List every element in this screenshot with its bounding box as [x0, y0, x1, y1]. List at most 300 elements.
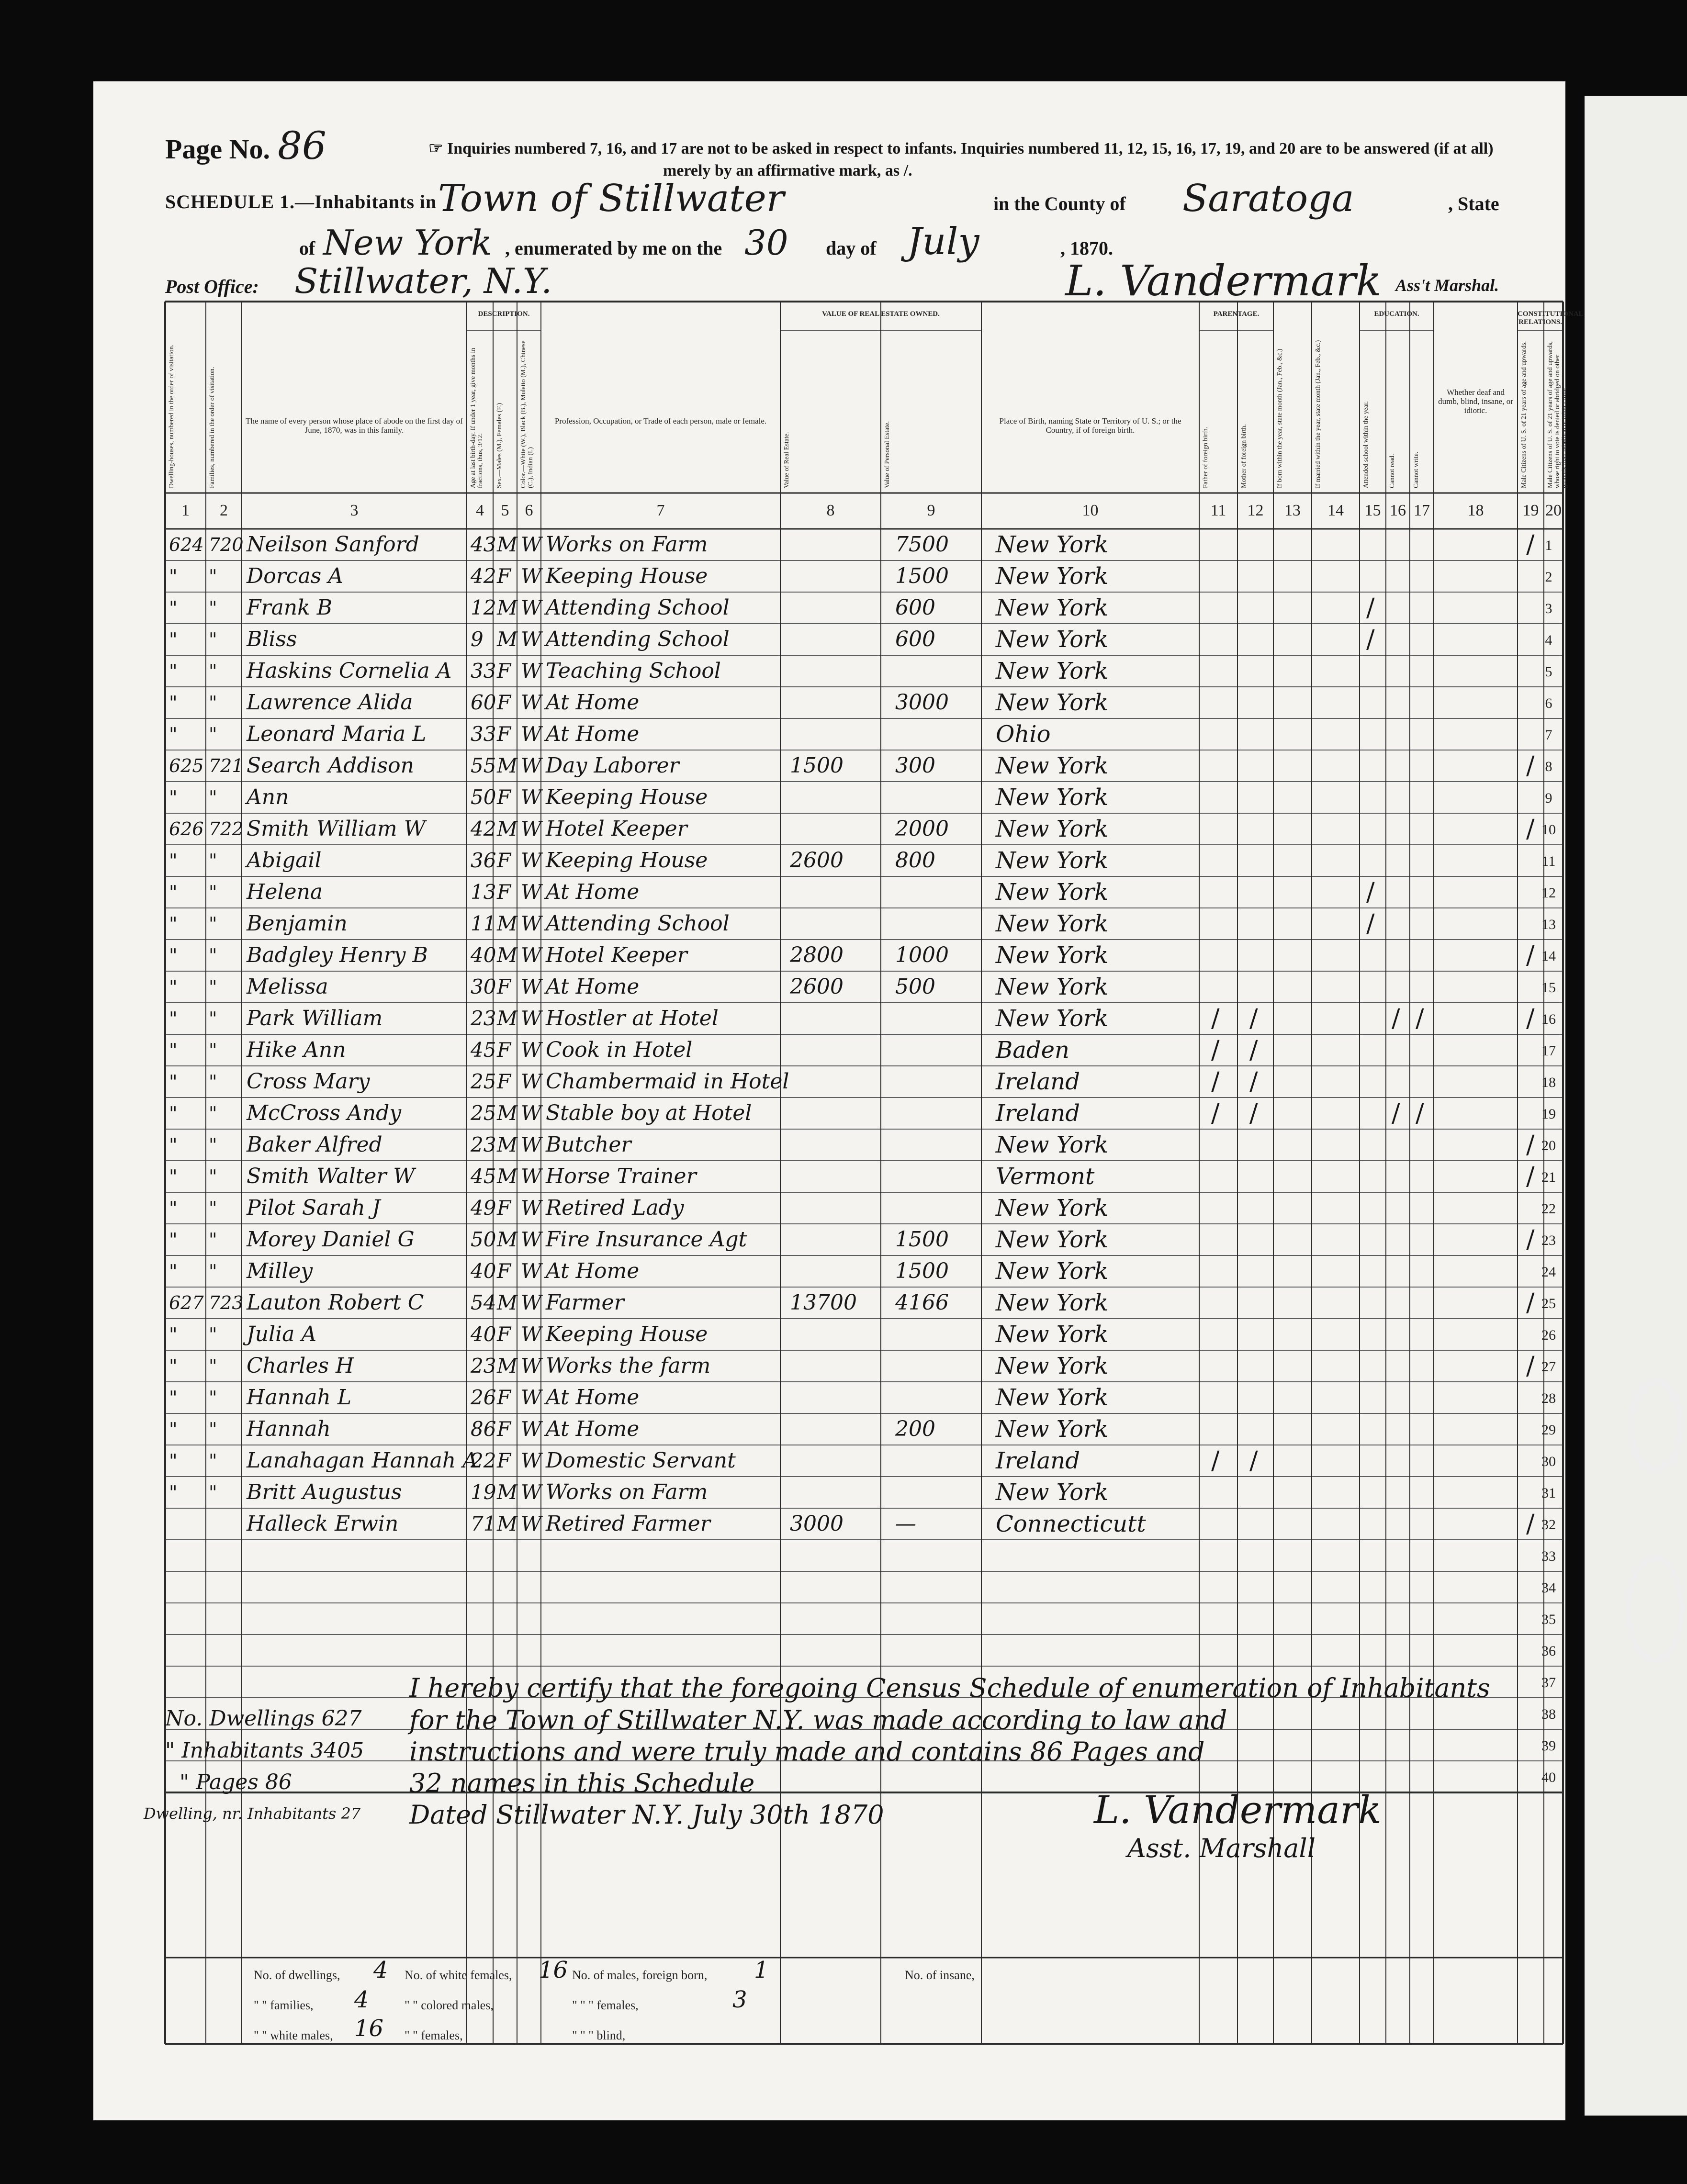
- cell-name: Halleck Erwin: [247, 1512, 399, 1536]
- summary-insane-label: No. of insane,: [905, 1968, 975, 1982]
- cell-name: Frank B: [247, 595, 333, 620]
- line-number: 25: [1541, 1296, 1556, 1311]
- post-office-label: Post Office:: [165, 276, 259, 297]
- summary-families-label: " " families,: [254, 1998, 314, 2012]
- cell-age: 43: [471, 533, 496, 556]
- cell-sex: M: [497, 596, 518, 619]
- cell-dwelling: ": [169, 1450, 178, 1471]
- cell-citizen: /: [1526, 1352, 1535, 1380]
- cell-personal: 600: [895, 595, 935, 620]
- summary-dwellings-label: No. of dwellings,: [254, 1968, 340, 1982]
- post-office: Stillwater, N.Y.: [294, 261, 552, 301]
- cell-occupation: Day Laborer: [546, 753, 679, 778]
- cell-father-foreign: /: [1211, 1036, 1220, 1064]
- cell-occupation: Stable boy at Hotel: [546, 1101, 752, 1125]
- of-label: of: [299, 237, 315, 259]
- cell-name: Pilot Sarah J: [247, 1196, 381, 1220]
- cell-family: 721: [209, 755, 244, 776]
- column-header-12: Mother of foreign birth.: [1240, 424, 1248, 488]
- cell-age: 45: [471, 1038, 496, 1062]
- cell-color: W: [521, 1070, 542, 1093]
- cell-occupation: Teaching School: [546, 659, 721, 683]
- cell-name: Cross Mary: [247, 1069, 370, 1094]
- cell-name: Charles H: [247, 1354, 354, 1378]
- column-number: 20: [1545, 502, 1562, 519]
- cell-age: 86: [471, 1417, 496, 1441]
- column-header-11: Father of foreign birth.: [1202, 426, 1209, 488]
- line-number: 40: [1541, 1770, 1556, 1785]
- column-header-20: Male Citizens of U. S. of 21 years of age and upwards, whose right to vote is denied or abridged on other grounds than rebellion or other crime.: [1547, 341, 1568, 488]
- cell-dwelling: ": [169, 1008, 178, 1029]
- note-ratio: Dwelling, nr. Inhabitants 27: [144, 1804, 361, 1823]
- cell-real: 13700: [790, 1290, 857, 1315]
- cell-dwelling: ": [169, 629, 178, 650]
- cell-color: W: [521, 691, 542, 714]
- cell-birthplace: New York: [996, 658, 1109, 684]
- cell-dwelling: ": [169, 1482, 178, 1503]
- cell-age: 22: [471, 1449, 496, 1472]
- cell-dwelling: ": [169, 787, 178, 808]
- cell-family: ": [209, 661, 217, 682]
- cell-age: 40: [471, 1259, 496, 1283]
- cell-color: W: [521, 1259, 542, 1283]
- cell-name: Leonard Maria L: [247, 722, 427, 746]
- cell-citizen: /: [1526, 941, 1535, 970]
- cell-color: W: [521, 722, 542, 746]
- cell-color: W: [521, 1480, 542, 1504]
- cell-color: W: [521, 880, 542, 904]
- town-name: Town of Stillwater: [438, 177, 785, 220]
- cell-dwelling: ": [169, 1071, 178, 1092]
- cell-school: /: [1366, 594, 1375, 622]
- cell-family: ": [209, 1450, 217, 1471]
- cell-occupation: Butcher: [546, 1132, 631, 1157]
- cell-name: Haskins Cornelia A: [247, 659, 452, 683]
- note-dwellings: No. Dwellings 627: [165, 1706, 362, 1731]
- line-number: 2: [1545, 569, 1552, 585]
- cell-name: Neilson Sanford: [247, 532, 419, 557]
- cell-occupation: Hostler at Hotel: [546, 1006, 719, 1030]
- column-number: 16: [1390, 502, 1406, 519]
- cell-mother-foreign: /: [1249, 1036, 1258, 1064]
- cell-color: W: [521, 1196, 542, 1220]
- summary-females-foreign-label: " " " females,: [572, 1998, 639, 2012]
- cell-name: Lauton Robert C: [247, 1290, 424, 1315]
- cell-birthplace: Baden: [996, 1037, 1069, 1064]
- column-number: 2: [220, 502, 228, 519]
- line-number: 4: [1545, 632, 1552, 648]
- cell-age: 12: [471, 596, 496, 619]
- cell-sex: M: [497, 943, 518, 967]
- cell-family: ": [209, 1008, 217, 1029]
- cell-occupation: Chambermaid in Hotel: [546, 1069, 789, 1094]
- column-header-3: The name of every person whose place of abode on the first day of June, 1870, was in this family.: [246, 416, 463, 435]
- cell-name: Julia A: [247, 1322, 317, 1346]
- cell-birthplace: New York: [996, 847, 1109, 874]
- line-number: 26: [1541, 1327, 1556, 1343]
- cell-color: W: [521, 817, 542, 840]
- cell-cannot-read: /: [1392, 1099, 1400, 1128]
- cell-occupation: Retired Lady: [546, 1196, 684, 1220]
- cell-occupation: Attending School: [546, 911, 730, 936]
- cell-age: 54: [471, 1291, 496, 1314]
- cell-personal: 7500: [895, 532, 949, 557]
- marshal-label: Ass't Marshal.: [1395, 276, 1499, 295]
- line-number: 16: [1541, 1011, 1556, 1027]
- line-number: 32: [1541, 1517, 1556, 1533]
- line-number: 17: [1541, 1043, 1556, 1059]
- cell-dwelling: ": [169, 1229, 178, 1250]
- cell-occupation: Domestic Servant: [546, 1448, 736, 1473]
- cell-sex: F: [497, 659, 511, 683]
- cell-age: 23: [471, 1354, 496, 1378]
- cell-family: ": [209, 629, 217, 650]
- line-number: 9: [1545, 790, 1552, 806]
- cell-family: ": [209, 1229, 217, 1250]
- cell-name: Morey Daniel G: [247, 1227, 415, 1252]
- cell-father-foreign: /: [1211, 1067, 1220, 1096]
- cell-birthplace: New York: [996, 1353, 1109, 1379]
- cell-dwelling: ": [169, 913, 178, 934]
- cell-occupation: Keeping House: [546, 785, 708, 809]
- cell-dwelling: ": [169, 1134, 178, 1155]
- column-group-header: DESCRIPTION.: [478, 310, 530, 318]
- cell-age: 11: [471, 912, 496, 935]
- cell-school: /: [1366, 909, 1375, 938]
- line-number: 21: [1541, 1169, 1556, 1185]
- cell-name: Hike Ann: [247, 1038, 346, 1062]
- cell-family: ": [209, 850, 217, 871]
- cell-school: /: [1366, 625, 1375, 654]
- cell-occupation: Hotel Keeper: [546, 943, 687, 967]
- cell-sex: F: [497, 722, 511, 746]
- cell-birthplace: Ireland: [996, 1447, 1080, 1474]
- cell-dwelling: ": [169, 566, 178, 587]
- cell-dwelling: 624: [169, 534, 204, 555]
- cell-citizen: /: [1526, 1162, 1535, 1191]
- cell-color: W: [521, 1038, 542, 1062]
- cell-personal: 3000: [895, 690, 949, 715]
- cell-occupation: Farmer: [546, 1290, 624, 1315]
- cell-sex: F: [497, 1038, 511, 1062]
- cell-name: Benjamin: [247, 911, 348, 936]
- cell-birthplace: New York: [996, 816, 1109, 842]
- enumeration-month: July: [907, 220, 979, 263]
- line-number: 12: [1541, 885, 1556, 901]
- summary-colored-males-label: " " colored males,: [405, 1998, 494, 2012]
- line-number: 19: [1541, 1106, 1556, 1122]
- line-number: 20: [1541, 1138, 1556, 1154]
- column-header-19: Male Citizens of U. S. of 21 years of age and upwards.: [1520, 341, 1528, 488]
- cell-dwelling: ": [169, 1103, 178, 1124]
- cell-color: W: [521, 1449, 542, 1472]
- line-number: 36: [1541, 1643, 1556, 1659]
- schedule-label: SCHEDULE 1.—Inhabitants in: [165, 191, 437, 213]
- cell-dwelling: 626: [169, 818, 204, 840]
- cell-birthplace: New York: [996, 531, 1109, 558]
- column-header-17: Cannot write.: [1413, 451, 1420, 488]
- line-number: 14: [1541, 948, 1556, 964]
- cell-sex: M: [497, 1354, 518, 1378]
- cell-occupation: Cook in Hotel: [546, 1038, 693, 1062]
- cell-age: 50: [471, 785, 496, 809]
- cell-age: 49: [471, 1196, 496, 1220]
- cell-family: ": [209, 1387, 217, 1408]
- line-number: 11: [1541, 853, 1556, 869]
- line-number: 33: [1541, 1548, 1556, 1564]
- cell-sex: F: [497, 1070, 511, 1093]
- column-group-header: VALUE OF REAL ESTATE OWNED.: [822, 310, 940, 318]
- state-name: New York: [323, 223, 492, 263]
- cell-citizen: /: [1526, 530, 1535, 559]
- cell-color: W: [521, 627, 542, 651]
- cell-birthplace: New York: [996, 974, 1109, 1000]
- cell-family: ": [209, 1355, 217, 1377]
- line-number: 15: [1541, 980, 1556, 996]
- cell-citizen: /: [1526, 1004, 1535, 1033]
- cell-color: W: [521, 785, 542, 809]
- cell-birthplace: New York: [996, 879, 1109, 906]
- summary-white-males-label: " " white males,: [254, 2028, 333, 2042]
- cell-occupation: Works the farm: [546, 1354, 711, 1378]
- cell-sex: F: [497, 880, 511, 904]
- cell-color: W: [521, 912, 542, 935]
- cell-dwelling: 627: [169, 1292, 204, 1313]
- cell-birthplace: New York: [996, 1005, 1109, 1032]
- cell-citizen: /: [1526, 1225, 1535, 1254]
- cell-citizen: /: [1526, 1131, 1535, 1159]
- cell-father-foreign: /: [1211, 1099, 1220, 1128]
- cell-occupation: Hotel Keeper: [546, 817, 687, 841]
- cell-name: Hannah L: [247, 1385, 352, 1410]
- cell-age: 40: [471, 943, 496, 967]
- line-number: 34: [1541, 1580, 1556, 1596]
- cell-mother-foreign: /: [1249, 1067, 1258, 1096]
- instructions-line-1: ☞ Inquiries numbered 7, 16, and 17 are not to be asked in respect to infants. Inquiries numbered 11, 12, 15, 16, 17, 19, and 20 are to be answered (if at all): [428, 140, 1494, 157]
- cell-birthplace: New York: [996, 910, 1109, 937]
- cell-birthplace: New York: [996, 1195, 1109, 1221]
- cell-color: W: [521, 1101, 542, 1125]
- cell-occupation: Keeping House: [546, 1322, 708, 1346]
- cell-occupation: At Home: [546, 974, 640, 999]
- column-header-4: Age at last birth-day. If under 1 year, give months in fractions, thus, 3/12.: [470, 347, 484, 488]
- cell-occupation: At Home: [546, 880, 640, 904]
- adjacent-page-mark: [1628, 1378, 1684, 1473]
- cell-dwelling: ": [169, 1261, 178, 1282]
- cell-personal: 500: [895, 974, 935, 999]
- cell-personal: 1500: [895, 1259, 949, 1283]
- note-pages: " Pages 86: [180, 1770, 292, 1794]
- cell-family: ": [209, 1166, 217, 1187]
- cell-sex: F: [497, 1417, 511, 1441]
- cell-sex: F: [497, 1449, 511, 1472]
- county-name: Saratoga: [1182, 177, 1354, 220]
- cell-sex: F: [497, 1386, 511, 1409]
- cell-age: 19: [471, 1480, 496, 1504]
- cell-birthplace: New York: [996, 563, 1109, 590]
- cell-name: Milley: [247, 1259, 313, 1283]
- cell-mother-foreign: /: [1249, 1446, 1258, 1475]
- cell-sex: M: [497, 1007, 518, 1030]
- cell-age: 60: [471, 691, 496, 714]
- column-number: 1: [181, 502, 190, 519]
- summary-white-females-label: No. of white females,: [405, 1968, 512, 1982]
- cell-personal: 200: [895, 1417, 935, 1441]
- cell-birthplace: New York: [996, 752, 1109, 779]
- cell-name: Lawrence Alida: [247, 690, 413, 715]
- cell-birthplace: New York: [996, 1321, 1109, 1348]
- cell-birthplace: Vermont: [996, 1163, 1095, 1190]
- cell-sex: M: [497, 754, 518, 777]
- cell-age: 36: [471, 849, 496, 872]
- certification-line-3: instructions and were truly made and contains 86 Pages and: [409, 1736, 1205, 1767]
- cell-family: ": [209, 787, 217, 808]
- state-label: , State: [1448, 193, 1499, 214]
- cell-name: Hannah: [247, 1417, 331, 1441]
- cell-birthplace: New York: [996, 1289, 1109, 1316]
- column-header-13: If born within the year, state month (Jan., Feb., &c.): [1276, 348, 1283, 488]
- line-number: 6: [1545, 695, 1552, 711]
- line-number: 5: [1545, 664, 1552, 680]
- cell-birthplace: Ohio: [996, 721, 1051, 748]
- cell-age: 13: [471, 880, 496, 904]
- cell-family: ": [209, 882, 217, 903]
- summary-males-foreign-label: No. of males, foreign born,: [572, 1968, 708, 1982]
- cell-name: Smith Walter W: [247, 1164, 415, 1188]
- column-group-header: EDUCATION.: [1374, 310, 1419, 318]
- certification-line-4: 32 names in this Schedule: [409, 1768, 755, 1798]
- cell-family: ": [209, 692, 217, 713]
- cell-sex: M: [497, 912, 518, 935]
- cell-name: Ann: [247, 785, 289, 809]
- cell-sex: M: [497, 533, 518, 556]
- column-header-5: Sex.—Males (M.), Females (F.): [496, 403, 503, 488]
- column-number: 7: [656, 502, 665, 519]
- cell-birthplace: Ireland: [996, 1100, 1080, 1127]
- cell-sex: F: [497, 1196, 511, 1220]
- cell-age: 33: [471, 722, 496, 746]
- column-header-16: Cannot read.: [1389, 454, 1396, 488]
- cell-sex: F: [497, 975, 511, 998]
- cell-personal: 1500: [895, 564, 949, 588]
- cell-family: 720: [209, 534, 244, 555]
- cell-age: 45: [471, 1165, 496, 1188]
- line-number: 35: [1541, 1612, 1556, 1627]
- certification-line-1: I hereby certify that the foregoing Census Schedule of enumeration of Inhabitants: [409, 1673, 1490, 1703]
- page-number: 86: [278, 123, 326, 168]
- cell-name: Lanahagan Hannah A: [247, 1448, 478, 1473]
- column-group-header: PARENTAGE.: [1213, 310, 1260, 318]
- cell-occupation: Keeping House: [546, 848, 708, 873]
- cell-cannot-read: /: [1392, 1004, 1400, 1033]
- column-header-1: Dwelling-houses, numbered in the order of visitation.: [168, 344, 175, 488]
- column-number: 14: [1327, 502, 1344, 519]
- cell-dwelling: ": [169, 850, 178, 871]
- cell-name: Britt Augustus: [247, 1480, 402, 1504]
- cell-family: ": [209, 1134, 217, 1155]
- column-header-8: Value of Real Estate.: [783, 432, 790, 488]
- cell-family: ": [209, 724, 217, 745]
- cell-birthplace: New York: [996, 784, 1109, 811]
- column-number: 5: [501, 502, 509, 519]
- cell-birthplace: New York: [996, 1384, 1109, 1411]
- cell-color: W: [521, 564, 542, 588]
- page-label: Page No.: [165, 134, 270, 165]
- cell-dwelling: ": [169, 597, 178, 618]
- column-number: 3: [350, 502, 359, 519]
- cell-family: ": [209, 1482, 217, 1503]
- cell-age: 71: [471, 1512, 496, 1535]
- cell-age: 55: [471, 754, 496, 777]
- cell-personal: 600: [895, 627, 935, 651]
- census-sheet: [93, 81, 1584, 2120]
- enumeration-year: , 1870.: [1060, 237, 1113, 259]
- cell-name: Helena: [247, 880, 323, 904]
- cell-age: 33: [471, 659, 496, 683]
- cell-occupation: Horse Trainer: [546, 1164, 697, 1188]
- cell-school: /: [1366, 878, 1375, 907]
- cell-family: ": [209, 1324, 217, 1345]
- cell-family: ": [209, 913, 217, 934]
- cell-dwelling: ": [169, 1040, 178, 1061]
- column-number: 17: [1414, 502, 1430, 519]
- cell-name: Abigail: [247, 848, 322, 873]
- cell-dwelling: ": [169, 692, 178, 713]
- line-number: 7: [1545, 727, 1552, 743]
- cell-occupation: Works on Farm: [546, 532, 708, 557]
- column-header-10: Place of Birth, naming State or Territory of U. S.; or the Country, if of foreign birth.: [999, 416, 1181, 435]
- cell-mother-foreign: /: [1249, 1004, 1258, 1033]
- cell-dwelling: ": [169, 661, 178, 682]
- line-number: 38: [1541, 1706, 1556, 1722]
- line-number: 27: [1541, 1359, 1556, 1375]
- cell-birthplace: Connecticutt: [996, 1511, 1146, 1537]
- cell-family: 723: [209, 1292, 244, 1313]
- cell-real: 2600: [790, 848, 844, 873]
- cell-name: Smith William W: [247, 817, 426, 841]
- cell-color: W: [521, 943, 542, 967]
- cell-name: Baker Alfred: [247, 1132, 382, 1157]
- line-number: 13: [1541, 917, 1556, 932]
- cell-color: W: [521, 975, 542, 998]
- cell-family: ": [209, 1198, 217, 1219]
- line-number: 8: [1545, 759, 1552, 774]
- column-header-7: Profession, Occupation, or Trade of each person, male or female.: [554, 416, 767, 426]
- line-number: 3: [1545, 601, 1552, 616]
- cell-personal: 1000: [895, 943, 949, 967]
- cell-personal: 2000: [895, 817, 949, 841]
- cell-occupation: At Home: [546, 1259, 640, 1283]
- cell-birthplace: New York: [996, 1226, 1109, 1253]
- cell-citizen: /: [1526, 1510, 1535, 1538]
- cell-dwelling: ": [169, 1324, 178, 1345]
- cell-occupation: At Home: [546, 1417, 640, 1441]
- cell-sex: M: [497, 1165, 518, 1188]
- cell-dwelling: ": [169, 1387, 178, 1408]
- cell-occupation: At Home: [546, 1385, 640, 1410]
- cell-cannot-write: /: [1416, 1099, 1424, 1128]
- summary-dwellings: 4: [373, 1957, 388, 1983]
- cell-color: W: [521, 1354, 542, 1378]
- cell-color: W: [521, 1165, 542, 1188]
- cell-sex: M: [497, 627, 518, 651]
- cell-birthplace: Ireland: [996, 1068, 1080, 1095]
- cell-mother-foreign: /: [1249, 1099, 1258, 1128]
- summary-females-label: " " females,: [405, 2028, 463, 2042]
- cell-personal: 4166: [895, 1290, 949, 1315]
- line-number: 24: [1541, 1264, 1556, 1280]
- line-number: 29: [1541, 1422, 1556, 1438]
